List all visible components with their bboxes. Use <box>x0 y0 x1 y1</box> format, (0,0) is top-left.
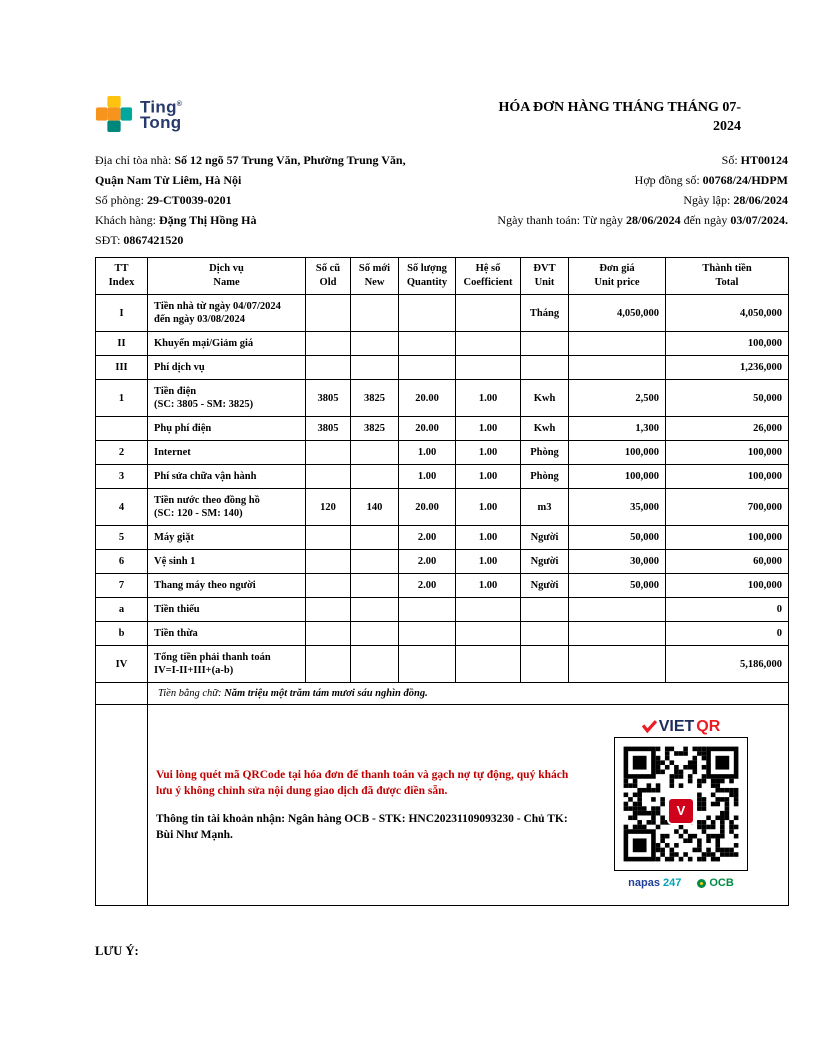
row-total: 4,050,000 <box>666 295 789 332</box>
row-service-name: Tiền nước theo đồng hồ (SC: 120 - SM: 140) <box>148 489 306 526</box>
qr-code <box>614 737 748 871</box>
row-old-reading <box>306 598 351 622</box>
row-unit: Kwh <box>521 380 569 417</box>
row-coefficient <box>456 646 521 683</box>
row-service-name: Máy giặt <box>148 526 306 550</box>
row-coefficient: 1.00 <box>456 465 521 489</box>
row-old-reading <box>306 332 351 356</box>
vietqr-viet-text: VIET <box>658 718 695 735</box>
table-row <box>96 526 789 550</box>
row-quantity <box>399 598 456 622</box>
column-header: Hệ số Coefficient <box>456 258 521 295</box>
invoice-info <box>95 150 788 250</box>
row-index: 6 <box>96 550 148 574</box>
row-index: b <box>96 622 148 646</box>
qr-row-index-cell <box>96 705 148 906</box>
row-index: 7 <box>96 574 148 598</box>
payment-network-logos <box>628 877 734 890</box>
row-old-reading <box>306 550 351 574</box>
qr-row-content-cell <box>148 705 789 906</box>
row-coefficient <box>456 356 521 380</box>
row-service-name: Thang máy theo người <box>148 574 306 598</box>
vietqr-check-icon <box>642 720 657 733</box>
row-unit <box>521 622 569 646</box>
contract-number: Hợp đồng số: 00768/24/HDPM <box>634 173 788 187</box>
table-row <box>96 465 789 489</box>
row-unit-price: 100,000 <box>569 441 666 465</box>
info-line-1 <box>95 150 788 170</box>
payment-instructions <box>156 767 581 843</box>
registered-mark: ® <box>176 100 183 108</box>
info-line-3 <box>95 190 788 210</box>
row-unit-price: 30,000 <box>569 550 666 574</box>
row-quantity <box>399 356 456 380</box>
words-row-index-cell <box>96 683 148 705</box>
row-service-name: Tiền thiếu <box>148 598 306 622</box>
row-quantity: 2.00 <box>399 574 456 598</box>
row-old-reading: 120 <box>306 489 351 526</box>
payment-period: Ngày thanh toán: Từ ngày 28/06/2024 đến ngày 03/07/2024. <box>497 213 788 227</box>
row-old-reading: 3805 <box>306 417 351 441</box>
row-unit-price <box>569 622 666 646</box>
row-coefficient <box>456 295 521 332</box>
row-index: 4 <box>96 489 148 526</box>
invoice-title-line1: HÓA ĐƠN HÀNG THÁNG THÁNG 07- <box>498 100 741 115</box>
row-service-name: Tổng tiền phải thanh toán IV=I-II+III+(a-b) <box>148 646 306 683</box>
row-coefficient <box>456 622 521 646</box>
row-total: 5,186,000 <box>666 646 789 683</box>
row-unit-price: 50,000 <box>569 574 666 598</box>
row-coefficient: 1.00 <box>456 550 521 574</box>
row-coefficient: 1.00 <box>456 574 521 598</box>
column-header: Số lượng Quantity <box>399 258 456 295</box>
row-quantity: 2.00 <box>399 550 456 574</box>
tingtong-plus-icon <box>95 95 133 133</box>
account-info: Thông tin tài khoản nhận: Ngân hàng OCB - STK: HNC20231109093230 - Chủ TK: Bùi Như Mạnh. <box>156 813 568 841</box>
row-coefficient: 1.00 <box>456 526 521 550</box>
row-unit-price: 1,300 <box>569 417 666 441</box>
row-new-reading <box>351 550 399 574</box>
row-unit: Người <box>521 574 569 598</box>
row-quantity: 1.00 <box>399 441 456 465</box>
row-index: 5 <box>96 526 148 550</box>
row-new-reading: 3825 <box>351 417 399 441</box>
row-old-reading <box>306 465 351 489</box>
vietqr-qr-text: QR <box>696 718 721 735</box>
table-row <box>96 622 789 646</box>
table-header-row <box>96 258 789 295</box>
row-total: 0 <box>666 598 789 622</box>
customer-name: Khách hàng: Đặng Thị Hồng Hà <box>95 213 257 227</box>
row-new-reading <box>351 332 399 356</box>
row-service-name: Vệ sinh 1 <box>148 550 306 574</box>
row-old-reading <box>306 526 351 550</box>
qr-block <box>614 720 748 890</box>
table-row <box>96 646 789 683</box>
row-total: 700,000 <box>666 489 789 526</box>
row-service-name: Phí sửa chữa vận hành <box>148 465 306 489</box>
row-old-reading <box>306 646 351 683</box>
column-header: Đơn giá Unit price <box>569 258 666 295</box>
row-total: 100,000 <box>666 441 789 465</box>
vietqr-center-badge: V <box>667 797 695 825</box>
row-new-reading <box>351 356 399 380</box>
row-service-name: Tiền nhà từ ngày 04/07/2024 đến ngày 03/08/2024 <box>148 295 306 332</box>
payment-notice: Vui lòng quét mã QRCode tại hóa đơn để thanh toán và gạch nợ tự động, quý khách lưu ý không chỉnh sửa nội dung giao dịch đã được điền sẵn. <box>156 769 569 797</box>
column-header: Số mới New <box>351 258 399 295</box>
row-new-reading <box>351 441 399 465</box>
row-quantity: 1.00 <box>399 465 456 489</box>
row-old-reading <box>306 622 351 646</box>
table-row <box>96 332 789 356</box>
row-new-reading <box>351 646 399 683</box>
logo-line1: Ting <box>140 97 177 117</box>
column-header: ĐVT Unit <box>521 258 569 295</box>
tingtong-logo <box>95 95 182 133</box>
invoice-title-line2: 2024 <box>713 119 741 134</box>
row-index: 1 <box>96 380 148 417</box>
row-service-name: Khuyến mại/Giảm giá <box>148 332 306 356</box>
row-new-reading <box>351 598 399 622</box>
building-address-line2: Quận Nam Từ Liêm, Hà Nội <box>95 173 242 187</box>
row-service-name: Internet <box>148 441 306 465</box>
row-new-reading <box>351 295 399 332</box>
row-new-reading <box>351 465 399 489</box>
row-unit <box>521 332 569 356</box>
row-old-reading <box>306 295 351 332</box>
napas-logo: napas 247 <box>628 877 682 889</box>
row-quantity <box>399 295 456 332</box>
table-row <box>96 417 789 441</box>
column-header: Số cũ Old <box>306 258 351 295</box>
row-unit: Người <box>521 550 569 574</box>
table-row <box>96 356 789 380</box>
row-quantity <box>399 646 456 683</box>
column-header: Thành tiền Total <box>666 258 789 295</box>
info-line-5 <box>95 230 788 250</box>
row-unit <box>521 356 569 380</box>
row-coefficient: 1.00 <box>456 380 521 417</box>
table-row <box>96 574 789 598</box>
row-unit-price: 4,050,000 <box>569 295 666 332</box>
row-unit-price <box>569 332 666 356</box>
amount-in-words-row <box>96 683 789 705</box>
column-header: TT Index <box>96 258 148 295</box>
row-unit: Kwh <box>521 417 569 441</box>
row-new-reading <box>351 622 399 646</box>
row-unit: m3 <box>521 489 569 526</box>
row-unit: Phòng <box>521 441 569 465</box>
row-total: 26,000 <box>666 417 789 441</box>
row-unit-price: 50,000 <box>569 526 666 550</box>
amount-in-words <box>148 683 789 705</box>
row-old-reading: 3805 <box>306 380 351 417</box>
row-total: 60,000 <box>666 550 789 574</box>
issue-date: Ngày lập: 28/06/2024 <box>683 193 788 207</box>
row-total: 50,000 <box>666 380 789 417</box>
row-total: 0 <box>666 622 789 646</box>
row-coefficient <box>456 598 521 622</box>
footer-note: LƯU Ý: <box>95 944 139 958</box>
row-unit <box>521 646 569 683</box>
table-row <box>96 489 789 526</box>
invoice-header <box>95 95 788 136</box>
qr-section-row <box>96 705 789 906</box>
row-index: IV <box>96 646 148 683</box>
row-index: I <box>96 295 148 332</box>
row-quantity <box>399 622 456 646</box>
customer-phone: SĐT: 0867421520 <box>95 233 184 247</box>
row-unit-price: 100,000 <box>569 465 666 489</box>
row-unit: Phòng <box>521 465 569 489</box>
row-new-reading: 3825 <box>351 380 399 417</box>
row-index <box>96 417 148 441</box>
row-service-name: Phụ phí điện <box>148 417 306 441</box>
row-quantity: 20.00 <box>399 417 456 441</box>
row-service-name: Phí dịch vụ <box>148 356 306 380</box>
row-index: II <box>96 332 148 356</box>
invoice-page <box>95 95 788 959</box>
row-old-reading <box>306 441 351 465</box>
row-quantity: 20.00 <box>399 380 456 417</box>
row-index: a <box>96 598 148 622</box>
ocb-icon <box>697 879 706 888</box>
building-address: Địa chỉ tòa nhà: Số 12 ngõ 57 Trung Văn, Phường Trung Văn, <box>95 153 406 167</box>
row-old-reading <box>306 356 351 380</box>
row-coefficient: 1.00 <box>456 417 521 441</box>
row-new-reading: 140 <box>351 489 399 526</box>
row-unit-price <box>569 356 666 380</box>
row-unit: Tháng <box>521 295 569 332</box>
amount-in-words-value: Năm triệu một trăm tám mươi sáu nghìn đồng. <box>224 688 428 699</box>
row-unit-price <box>569 598 666 622</box>
row-index: 2 <box>96 441 148 465</box>
table-row <box>96 550 789 574</box>
table-row <box>96 380 789 417</box>
row-quantity: 2.00 <box>399 526 456 550</box>
invoice-number: Số: HT00124 <box>721 153 788 167</box>
table-row <box>96 295 789 332</box>
row-total: 100,000 <box>666 526 789 550</box>
row-unit <box>521 598 569 622</box>
ocb-logo: OCB <box>697 877 733 890</box>
row-unit: Người <box>521 526 569 550</box>
row-new-reading <box>351 574 399 598</box>
row-quantity <box>399 332 456 356</box>
row-index: III <box>96 356 148 380</box>
info-line-4 <box>95 210 788 230</box>
info-line-2 <box>95 170 788 190</box>
row-old-reading <box>306 574 351 598</box>
logo-line2: Tong <box>140 113 182 133</box>
row-total: 100,000 <box>666 465 789 489</box>
row-unit-price: 2,500 <box>569 380 666 417</box>
invoice-table <box>95 257 789 906</box>
invoice-title <box>441 98 741 136</box>
row-coefficient: 1.00 <box>456 489 521 526</box>
row-service-name: Tiền thừa <box>148 622 306 646</box>
row-coefficient <box>456 332 521 356</box>
row-total: 100,000 <box>666 574 789 598</box>
tingtong-wordmark <box>140 97 182 132</box>
row-new-reading <box>351 526 399 550</box>
row-total: 1,236,000 <box>666 356 789 380</box>
row-coefficient: 1.00 <box>456 441 521 465</box>
amount-in-words-label: Tiền bằng chữ: <box>158 688 225 699</box>
row-total: 100,000 <box>666 332 789 356</box>
row-unit-price: 35,000 <box>569 489 666 526</box>
row-unit-price <box>569 646 666 683</box>
row-index: 3 <box>96 465 148 489</box>
table-row <box>96 441 789 465</box>
column-header: Dịch vụ Name <box>148 258 306 295</box>
vietqr-logo <box>642 720 721 733</box>
table-row <box>96 598 789 622</box>
row-quantity: 20.00 <box>399 489 456 526</box>
row-service-name: Tiền điện (SC: 3805 - SM: 3825) <box>148 380 306 417</box>
room-number: Số phòng: 29-CT0039-0201 <box>95 193 232 207</box>
